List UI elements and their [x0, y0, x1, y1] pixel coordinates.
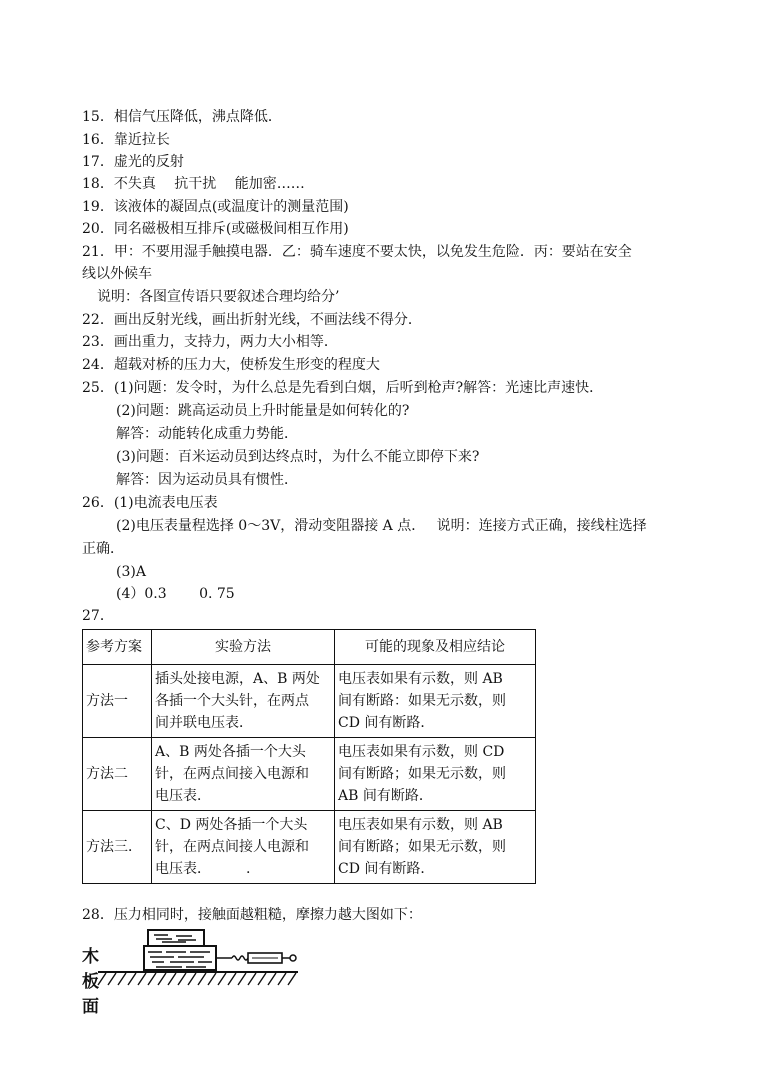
method-cell [152, 665, 335, 738]
answer-17: 17．虚光的反射 [82, 154, 184, 170]
answer-25-2: (2)问题：跳高运动员上升时能量是如何转化的? [116, 403, 410, 419]
method-line: C、D 两处各插一个大头 [155, 817, 308, 833]
header-method: 实验方法 [152, 630, 335, 665]
answer-21-note: 说明：各图宣传语只要叙述合理均给分’ [97, 289, 340, 305]
result-line: 电压表如果有示数，则 CD [338, 744, 505, 760]
method-line: 针，在两点间接入电源和 [155, 766, 309, 782]
result-cell [335, 811, 536, 884]
answer-26-2: (2)电压表量程选择 0～3V，滑动变阻器接 A 点． 说明：连接方式正确，接线柱选择 [116, 518, 647, 534]
answer-21: 21．甲：不要用湿手触摸电器．乙：骑车速度不要太快，以免发生危险．丙：要站在安全 [82, 244, 632, 260]
answer-21-continued: 线以外候车 [82, 266, 152, 282]
answer-22: 22．画出反射光线，画出折射光线，不画法线不得分． [82, 312, 422, 328]
answer-26-4: (4）0.3 0. 75 [116, 586, 235, 602]
result-line: 间有断路；如果无示数，则 [338, 766, 506, 782]
header-result: 可能的现象及相应结论 [335, 630, 536, 665]
method-line: 各插一个大头针，在两点 [155, 693, 309, 709]
method-line: 电压表． . [155, 861, 251, 877]
method-cell [152, 738, 335, 811]
table-header-row [83, 630, 536, 665]
method-line: 电压表． [155, 788, 211, 804]
answer-24: 24．超载对桥的压力大，使桥发生形变的程度大 [82, 357, 380, 373]
answer-27: 27． [82, 608, 114, 624]
result-line: 间有断路：如果无示数，则 [338, 693, 506, 709]
result-cell [335, 665, 536, 738]
method-line: A、B 两处各插一个大头 [155, 744, 306, 760]
plan-cell: 方法三． [83, 811, 152, 884]
table-row [83, 665, 536, 738]
table-row [83, 811, 536, 884]
plan-cell: 方法一 [83, 665, 152, 738]
answer-23: 23．画出重力，支持力，两力大小相等． [82, 334, 338, 350]
method-line: 间并联电压表． [155, 715, 253, 731]
answer-25-1: 25．(1)问题：发令时，为什么总是先看到白烟，后听到枪声?解答：光速比声速快． [82, 380, 604, 396]
answer-20: 20．同名磁极相互排斥(或磁极间相互作用) [82, 221, 349, 237]
method-line: 针，在两点间接人电源和 [155, 839, 309, 855]
result-line: AB 间有断路． [338, 788, 433, 804]
answer-16: 16．靠近拉长 [82, 132, 170, 148]
friction-apparatus-diagram [82, 928, 302, 990]
result-line: CD 间有断路． [338, 861, 435, 877]
result-line: 间有断路；如果无示数，则 [338, 839, 506, 855]
answer-27-table [82, 629, 536, 884]
answer-26-2-continued: 正确． [82, 541, 124, 557]
result-line: 电压表如果有示数，则 AB [338, 817, 503, 833]
result-line: CD 间有断路． [338, 715, 435, 731]
answer-26-3: (3)A [116, 564, 146, 580]
header-plan: 参考方案 [83, 630, 152, 665]
answer-18: 18．不失真 抗干扰 能加密…… [82, 176, 305, 192]
method-line: 插头处接电源，A、B 两处 [155, 671, 320, 687]
table-row [83, 738, 536, 811]
answer-25-3-solution: 解答：因为运动员具有惯性． [116, 472, 298, 488]
answer-19: 19．该液体的凝固点(或温度计的测量范围) [82, 199, 349, 215]
method-cell [152, 811, 335, 884]
result-cell [335, 738, 536, 811]
answer-25-2-solution: 解答：动能转化成重力势能． [116, 426, 298, 442]
answer-28: 28．压力相同时，接触面越粗糙，摩擦力越大图如下： [82, 907, 422, 923]
answer-26-1: 26．(1)电流表电压表 [82, 495, 218, 511]
plan-cell: 方法二 [83, 738, 152, 811]
answer-15: 15．相信气压降低，沸点降低． [82, 109, 282, 125]
board-surface-label: 木板面 [82, 947, 99, 1017]
result-line: 电压表如果有示数，则 AB [338, 671, 503, 687]
answer-25-3: (3)问题：百米运动员到达终点时，为什么不能立即停下来? [116, 449, 480, 465]
